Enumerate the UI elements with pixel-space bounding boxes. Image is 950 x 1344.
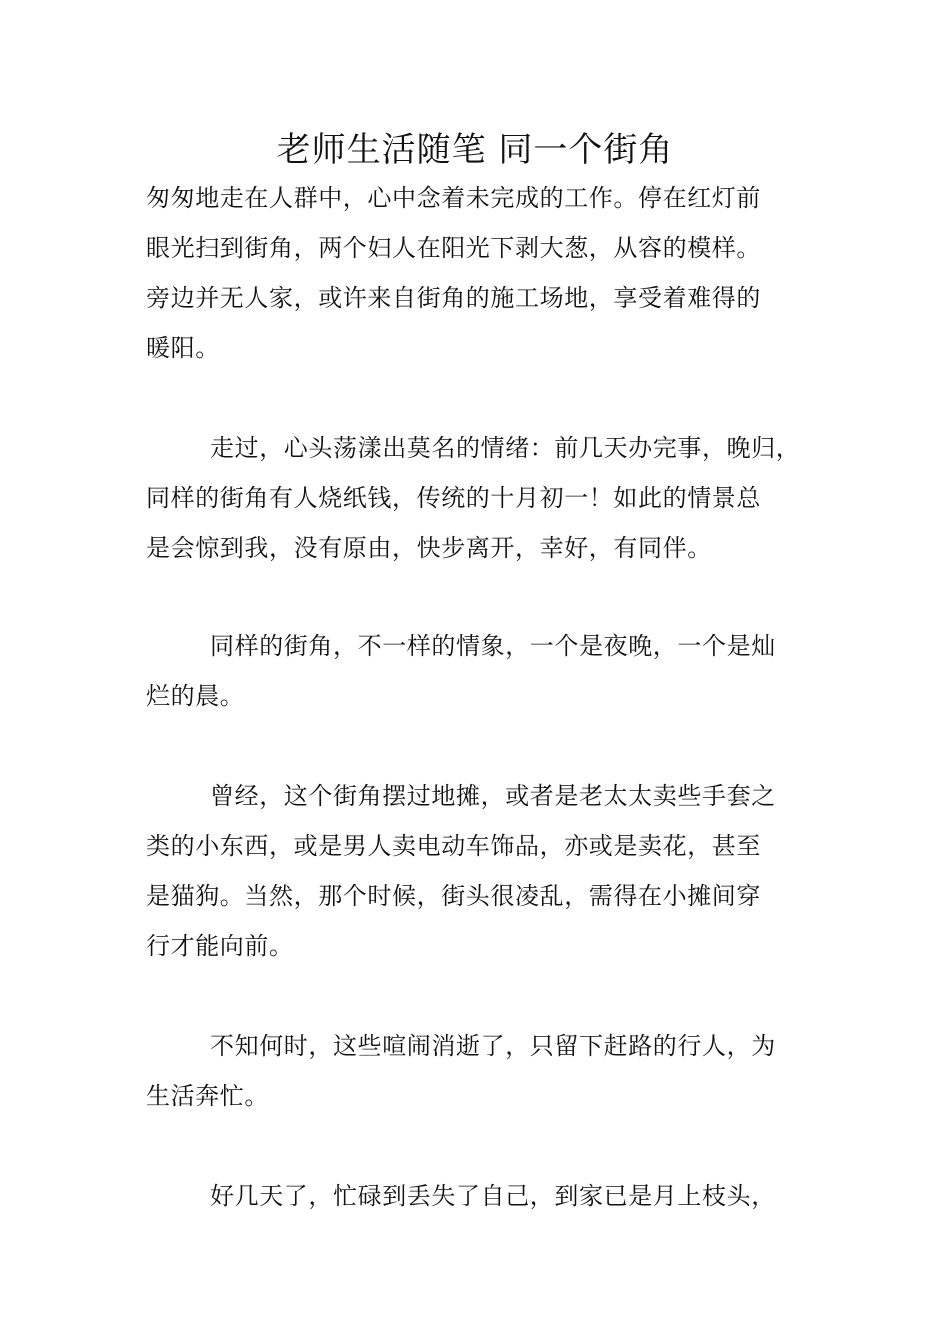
paragraph-2-line-1: 走过，心头荡漾出莫名的情绪：前几天办完事，晚归， — [210, 434, 801, 462]
paragraph-1-line-4: 暖阳。 — [146, 334, 220, 362]
paragraph-5-line-2: 生活奔忙。 — [146, 1082, 269, 1110]
paragraph-4-line-4: 行才能向前。 — [146, 932, 294, 960]
paragraph-1-line-2: 眼光扫到街角，两个妇人在阳光下剥大葱，从容的模样。 — [146, 234, 761, 262]
paragraph-6-line-1: 好几天了，忙碌到丢失了自己，到家已是月上枝头， — [210, 1182, 776, 1210]
paragraph-4-line-2: 类的小东西，或是男人卖电动车饰品，亦或是卖花，甚至 — [146, 832, 761, 860]
paragraph-1-line-1: 匆匆地走在人群中，心中念着未完成的工作。停在红灯前 — [146, 184, 761, 212]
paragraph-4-line-3: 是猫狗。当然，那个时候，街头很凌乱，需得在小摊间穿 — [146, 882, 761, 910]
paragraph-1-line-3: 旁边并无人家，或许来自街角的施工场地，享受着难得的 — [146, 284, 761, 312]
document-title: 老师生活随笔 同一个街角 — [276, 130, 674, 170]
paragraph-3-line-2: 烂的晨。 — [146, 682, 245, 710]
paragraph-3-line-1: 同样的街角，不一样的情象，一个是夜晚，一个是灿 — [210, 632, 776, 660]
paragraph-5-line-1: 不知何时，这些喧闹消逝了，只留下赶路的行人，为 — [210, 1032, 776, 1060]
paragraph-2-line-3: 是会惊到我，没有原由，快步离开，幸好，有同伴。 — [146, 534, 712, 562]
paragraph-2-line-2: 同样的街角有人烧纸钱，传统的十月初一！如此的情景总 — [146, 484, 761, 512]
paragraph-4-line-1: 曾经，这个街角摆过地摊，或者是老太太卖些手套之 — [210, 782, 776, 810]
